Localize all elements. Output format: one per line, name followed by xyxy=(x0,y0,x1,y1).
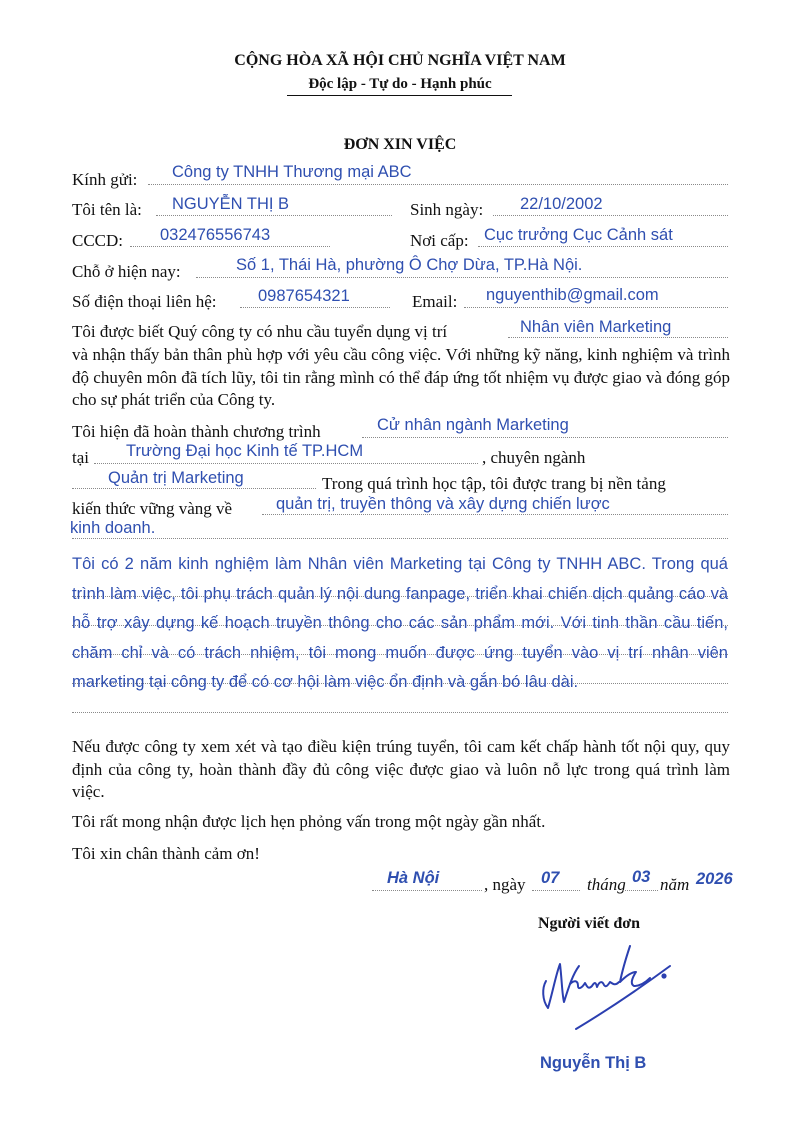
label-knowledge: kiến thức vững vàng về xyxy=(72,499,233,518)
dotted-line xyxy=(196,277,728,278)
form-title: ĐƠN XIN VIỆC xyxy=(343,136,457,153)
motto: Độc lập - Tự do - Hạnh phúc xyxy=(308,76,492,92)
label-address: Chỗ ở hiện nay: xyxy=(72,262,181,281)
dotted-line xyxy=(262,514,728,515)
dotted-line xyxy=(478,246,728,247)
signer-name: Nguyễn Thị B xyxy=(540,1054,647,1072)
value-knowledge-2: kinh doanh. xyxy=(70,519,156,537)
dotted-line xyxy=(508,337,728,338)
value-place: Hà Nội xyxy=(387,869,440,887)
value-phone: 0987654321 xyxy=(258,287,350,305)
value-id: 032476556743 xyxy=(160,226,271,244)
value-to: Công ty TNHH Thương mại ABC xyxy=(172,163,412,181)
dotted-line xyxy=(156,215,392,216)
label-month: tháng xyxy=(587,875,626,894)
handwritten-signature xyxy=(536,936,676,1036)
dotted-line xyxy=(72,488,316,489)
label-id: CCCD: xyxy=(72,231,124,250)
label-program: Tôi hiện đã hoàn thành chương trình xyxy=(72,422,321,441)
thanks-line: Tôi xin chân thành cảm ơn! xyxy=(72,844,260,863)
value-experience: Tôi có 2 năm kinh nghiệm làm Nhân viên Marketing tại Công ty TNHH ABC. Trong quá trình làm việc, tôi phụ trách quản lý nội dung fanpage, triển khai chiến dịch quảng cáo và hỗ trợ xây dựng kế hoạch truyền thông cho các sản phẩm mới. Với tinh thần cầu tiến, chăm chỉ và có trách nhiệm, tôi mong muốn được ứng tuyển vào vị trí nhân viên marketing tại công ty để có cơ hội làm việc ổn định và gắn bó lâu dài. xyxy=(72,555,728,691)
value-school: Trường Đại học Kinh tế TP.HCM xyxy=(126,442,364,460)
value-issued-by: Cục trưởng Cục Cảnh sát xyxy=(484,226,673,244)
dotted-line xyxy=(240,307,390,308)
label-dob: Sinh ngày: xyxy=(410,200,484,219)
value-program: Cử nhân ngành Marketing xyxy=(377,416,569,434)
label-email: Email: xyxy=(412,292,458,311)
value-month: 03 xyxy=(632,868,651,886)
dotted-line xyxy=(464,307,728,308)
label-day: , ngày xyxy=(484,875,526,894)
value-email: nguyenthib@gmail.com xyxy=(486,286,659,304)
commit-paragraph: Nếu được công ty xem xét và tạo điều kiện trúng tuyển, tôi cam kết chấp hành tốt nội quy, quy định của công ty, hoàn thành đầy đủ công việc được giao và luôn nỗ lực trong quá trình làm việc. xyxy=(72,737,730,801)
value-name: NGUYỄN THỊ B xyxy=(172,195,290,213)
value-knowledge-1: quản trị, truyền thông và xây dựng chiến lược xyxy=(276,495,610,513)
label-to: Kính gửi: xyxy=(72,170,138,189)
motto-underline xyxy=(287,95,512,96)
dotted-line xyxy=(532,890,580,891)
value-major: Quản trị Marketing xyxy=(108,469,244,487)
dotted-line xyxy=(362,437,728,438)
value-day: 07 xyxy=(541,869,560,887)
label-phone: Số điện thoại liên hệ: xyxy=(72,292,217,311)
value-year: 2026 xyxy=(696,870,733,888)
label-issued-by: Nơi cấp: xyxy=(410,231,469,250)
label-at: tại xyxy=(72,448,89,467)
value-address: Số 1, Thái Hà, phường Ô Chợ Dừa, TP.Hà Nội. xyxy=(236,256,583,274)
dotted-line xyxy=(622,890,658,891)
dotted-line xyxy=(372,890,482,891)
position-body: và nhận thấy bản thân phù hợp với yêu cầu công việc. Với những kỹ năng, kinh nghiệm và trình độ chuyên môn đã tích lũy, tôi tin rằng mình có thể đáp ứng tốt nhiệm vụ được giao và đóng góp cho sự phát triển của Công ty. xyxy=(72,345,730,409)
dotted-line xyxy=(130,246,330,247)
dotted-line xyxy=(94,463,478,464)
dotted-line xyxy=(493,215,728,216)
label-year: năm xyxy=(660,875,690,894)
label-study: Trong quá trình học tập, tôi được trang bị nền tảng xyxy=(322,474,666,493)
position-intro: Tôi được biết Quý công ty có nhu cầu tuyển dụng vị trí xyxy=(72,322,448,341)
value-position: Nhân viên Marketing xyxy=(520,318,672,336)
dotted-line xyxy=(72,712,728,713)
hope-line: Tôi rất mong nhận được lịch hẹn phỏng vấn trong một ngày gần nhất. xyxy=(72,812,546,831)
signer-title: Người viết đơn xyxy=(538,915,640,932)
label-name: Tôi tên là: xyxy=(72,200,142,219)
nation-title: CỘNG HÒA XÃ HỘI CHỦ NGHĨA VIỆT NAM xyxy=(234,52,566,69)
label-major: , chuyên ngành xyxy=(482,448,586,467)
value-dob: 22/10/2002 xyxy=(520,195,603,213)
dotted-line xyxy=(148,184,728,185)
dotted-line xyxy=(72,538,728,539)
